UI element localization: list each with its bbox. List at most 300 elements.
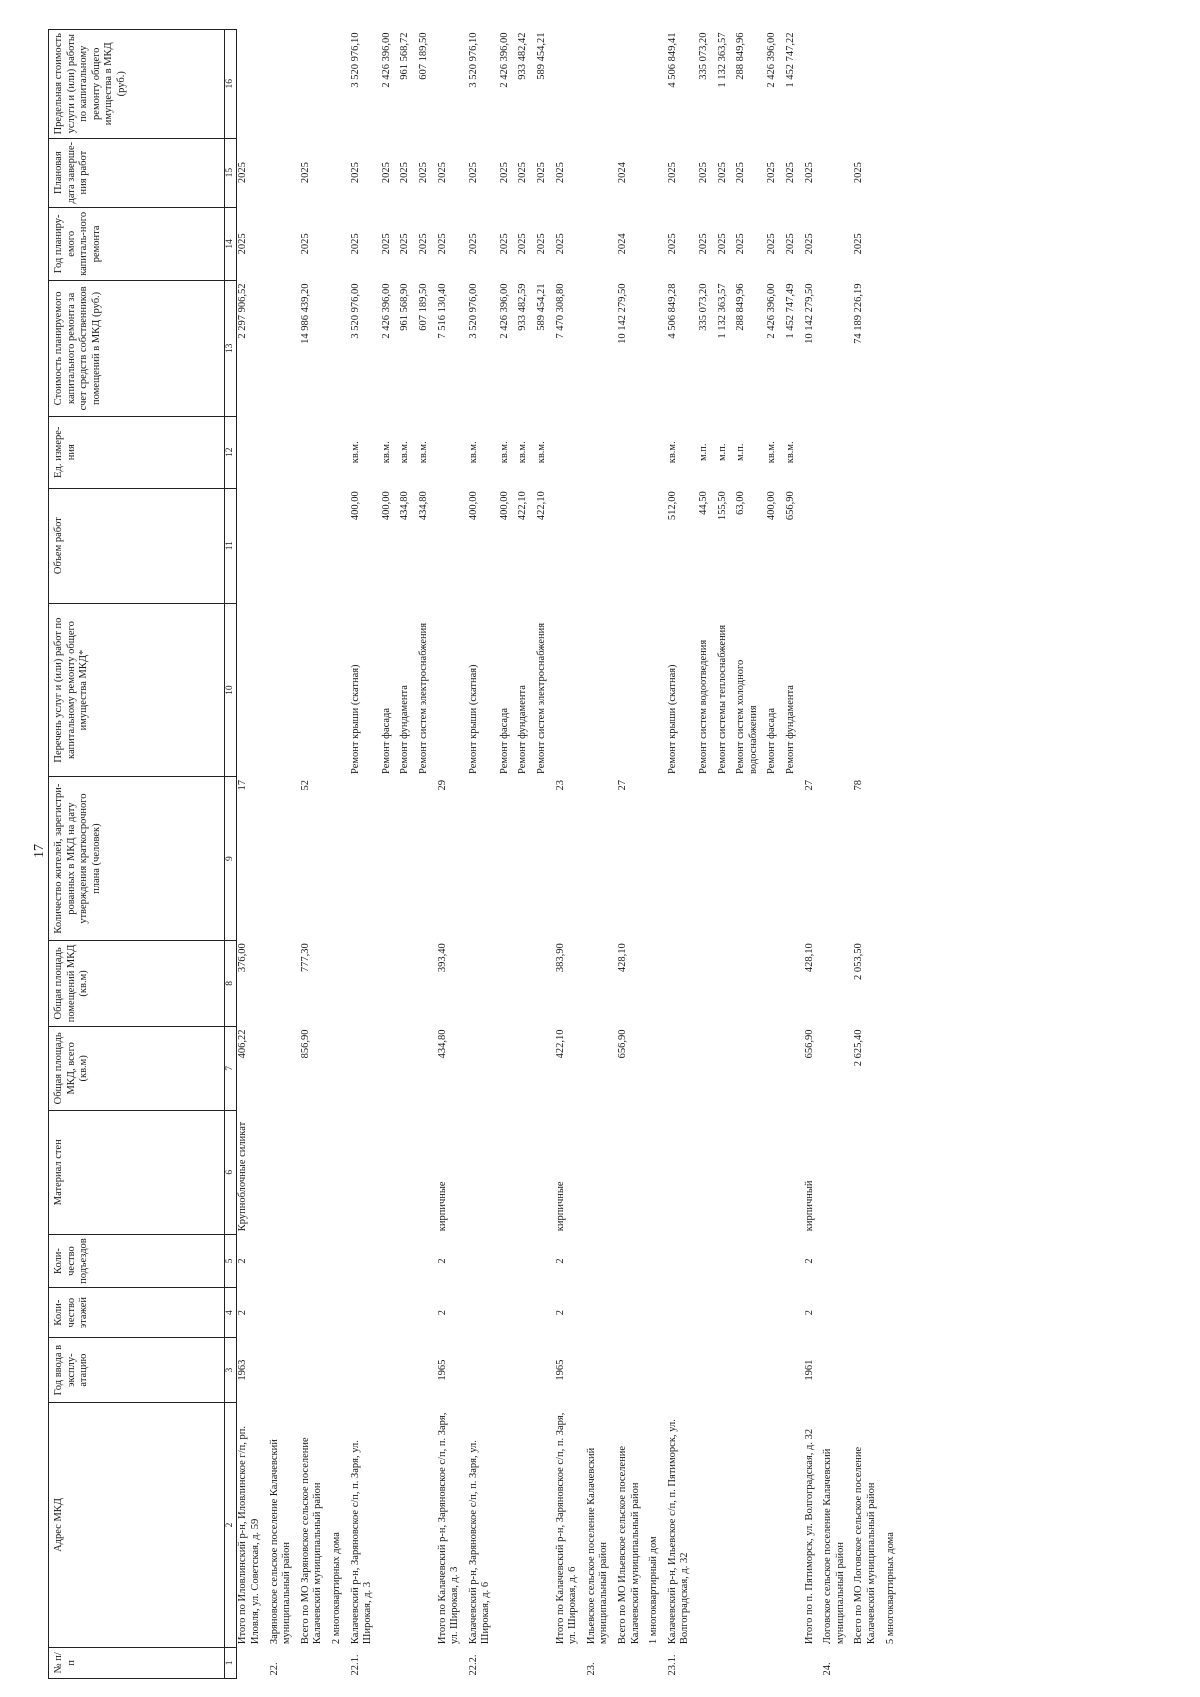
table-row — [785, 30, 804, 1679]
table-cell: 607 189,50 — [417, 283, 429, 331]
table-cell: 288 849,96 — [735, 283, 747, 331]
table-cell — [555, 30, 586, 139]
table-cell — [381, 1288, 400, 1338]
table-cell — [517, 1647, 536, 1678]
table-cell: 2025 — [237, 233, 249, 255]
table-cell — [617, 416, 648, 488]
rotated-page — [48, 29, 1200, 1679]
table-cell — [468, 1288, 499, 1338]
table-cell: 2025 — [735, 162, 747, 184]
table-cell: кирпичные — [436, 1181, 448, 1232]
table-cell — [269, 30, 300, 139]
table-cell: 17 — [237, 779, 249, 791]
table-cell: 434,80 — [399, 491, 411, 521]
table-cell: Ремонт системы теплоснабжения — [716, 624, 728, 774]
table-cell — [804, 30, 823, 139]
table-cell — [331, 138, 350, 207]
table-cell — [667, 1337, 698, 1402]
column-number: 12 — [225, 416, 237, 488]
table-cell: Ремонт крыши (скатная) — [666, 664, 678, 774]
table-cell — [399, 777, 418, 940]
table-cell — [667, 1288, 698, 1338]
table-cell — [331, 416, 350, 488]
table-row — [418, 30, 437, 1679]
table-cell: 2 — [554, 1310, 566, 1316]
table-cell — [350, 1288, 381, 1338]
column-header: Адрес МКД — [49, 1403, 225, 1647]
table-cell — [853, 1110, 884, 1234]
table-cell — [717, 1110, 736, 1234]
table-cell: кв.м. — [380, 441, 392, 464]
table-cell: 2 — [237, 1258, 249, 1264]
table-cell — [822, 603, 853, 777]
table-cell: 27 — [803, 779, 815, 791]
table-cell — [381, 1337, 400, 1402]
table-cell — [586, 1288, 617, 1338]
table-cell — [717, 1337, 736, 1402]
table-cell — [536, 1110, 555, 1234]
table-cell: 78 — [853, 779, 865, 791]
table-cell — [617, 603, 648, 777]
table-cell: 2 625,40 — [853, 1029, 865, 1067]
table-cell: 22.2. — [467, 1654, 479, 1676]
table-cell — [555, 488, 586, 603]
table-cell — [648, 1337, 667, 1402]
table-cell: кирпичный — [803, 1180, 815, 1232]
table-row — [331, 30, 350, 1679]
column-number: 3 — [225, 1337, 237, 1402]
table-cell — [536, 1337, 555, 1402]
table-cell: Логовское сельское поселение Калачевский муниципальный район — [822, 1448, 846, 1645]
table-cell: 3 520 976,00 — [467, 283, 479, 339]
table-cell — [617, 1337, 648, 1402]
table-cell: 400,00 — [349, 491, 361, 521]
table-cell — [885, 207, 904, 280]
table-cell: м.п. — [735, 443, 747, 462]
table-cell: 14 986 439,20 — [299, 283, 311, 344]
table-cell — [667, 1110, 698, 1234]
table-cell: 23 — [554, 779, 566, 791]
table-cell — [885, 488, 904, 603]
table-cell: 2025 — [853, 233, 865, 255]
table-cell — [269, 1234, 300, 1288]
table-cell — [648, 280, 667, 416]
table-cell: кв.м. — [349, 441, 361, 464]
table-cell: 589 454,21 — [536, 32, 548, 80]
table-cell — [648, 207, 667, 280]
column-header: Количество жителей, зарегистри-рованных в МКД на дату утверждения краткосрочного плана (человек) — [49, 777, 225, 940]
table-cell: 961 568,72 — [399, 32, 411, 80]
table-cell — [331, 1110, 350, 1234]
table-row — [269, 30, 300, 1679]
table-cell: 2 426 396,00 — [498, 32, 510, 88]
table-cell: 422,10 — [536, 491, 548, 521]
table-cell: 406,22 — [237, 1029, 249, 1059]
table-cell — [269, 1288, 300, 1338]
table-row — [437, 30, 468, 1679]
column-header: № п/п — [49, 1647, 225, 1678]
table-cell: Крупноблочные силикат — [237, 1121, 249, 1232]
table-cell: Калачевский р-н, Ильевское с/п, п. Пятиморск, ул. Волгоградская, д. 32 — [666, 1419, 691, 1645]
table-cell: Итого по Калачевский р-н, Заряновское с/п, п. Заря, ул. Широкая, д. 3 — [436, 1412, 461, 1645]
table-cell: 2025 — [467, 233, 479, 255]
table-cell: Всего по МО Логовское сельское поселение Калачевский муниципальный район — [853, 1446, 877, 1645]
table-cell: 2025 — [436, 162, 448, 184]
table-cell — [822, 1234, 853, 1288]
table-cell — [735, 1288, 766, 1338]
table-cell: кв.м. — [498, 441, 510, 464]
table-cell — [785, 1110, 804, 1234]
table-cell — [269, 603, 300, 777]
table-cell: кирпичные — [554, 1181, 566, 1232]
table-cell: 2025 — [349, 233, 361, 255]
table-cell: 2025 — [436, 233, 448, 255]
table-cell — [698, 1403, 717, 1647]
column-header: Коли-чество этажей — [49, 1288, 225, 1338]
table-cell — [586, 1110, 617, 1234]
table-cell: 656,90 — [617, 1029, 629, 1059]
table-cell — [698, 1288, 717, 1338]
table-cell: 7 516 130,40 — [436, 283, 448, 339]
table-cell — [853, 1288, 884, 1338]
table-cell: 400,00 — [467, 491, 479, 521]
table-cell — [698, 1647, 717, 1678]
table-cell — [399, 940, 418, 1026]
table-cell: 2025 — [299, 233, 311, 255]
table-cell — [499, 777, 518, 940]
table-cell: 22. — [268, 1662, 280, 1676]
table-cell — [885, 1288, 904, 1338]
table-cell — [885, 777, 904, 940]
table-cell: 10 142 279,50 — [617, 283, 629, 344]
table-cell — [885, 1110, 904, 1234]
table-cell — [766, 1403, 785, 1647]
table-cell: Ремонт систем холодного водоснабжения — [735, 659, 759, 774]
table-cell: 400,00 — [380, 491, 392, 521]
table-cell: 1 132 363,57 — [716, 32, 728, 88]
table-cell — [499, 1234, 518, 1288]
table-cell — [399, 1027, 418, 1111]
table-cell — [785, 1647, 804, 1678]
column-number: 14 — [225, 207, 237, 280]
table-cell — [804, 488, 823, 603]
table-cell: 2025 — [380, 233, 392, 255]
column-header: Коли-чество подъездов — [49, 1234, 225, 1288]
table-cell: 2 — [803, 1310, 815, 1316]
table-cell — [350, 777, 381, 940]
table-cell — [350, 1027, 381, 1111]
table-cell — [735, 1337, 766, 1402]
table-cell — [437, 416, 468, 488]
table-cell — [381, 1647, 400, 1678]
table-cell — [735, 940, 766, 1026]
table-cell: 23.1. — [666, 1654, 678, 1676]
column-number: 7 — [225, 1027, 237, 1111]
table-cell: кв.м. — [417, 441, 429, 464]
table-cell — [822, 1288, 853, 1338]
table-cell: Ремонт систем электроснабжения — [417, 622, 429, 774]
column-header: Объем работ — [49, 488, 225, 603]
table-cell — [517, 940, 536, 1026]
table-cell — [766, 1288, 785, 1338]
table-cell: 933 482,59 — [517, 283, 529, 331]
table-cell: Ремонт систем электроснабжения — [536, 622, 548, 774]
column-number: 13 — [225, 280, 237, 416]
table-cell — [331, 280, 350, 416]
table-cell: 22.1. — [349, 1654, 361, 1676]
table-cell — [822, 1110, 853, 1234]
table-cell: 2025 — [784, 233, 796, 255]
table-cell — [300, 30, 331, 139]
table-cell — [468, 940, 499, 1026]
table-cell: Итого по п. Пятиморск, ул. Волгоградская, д. 32 — [803, 1428, 815, 1645]
table-cell: 2 — [436, 1310, 448, 1316]
table-cell: Итого по Калачевский р-н, Заряновское с/п, п. Заря, ул. Широкая, д. 6 — [554, 1412, 579, 1645]
table-cell — [555, 603, 586, 777]
table-cell — [331, 1234, 350, 1288]
table-cell — [237, 603, 269, 777]
table-cell — [885, 1337, 904, 1402]
table-cell: 2025 — [766, 162, 778, 184]
table-cell: 335 073,20 — [698, 283, 710, 331]
table-cell — [885, 138, 904, 207]
table-row — [822, 30, 853, 1679]
table-cell: 2025 — [349, 162, 361, 184]
table-cell — [418, 1337, 437, 1402]
table-row — [237, 30, 269, 1679]
table-cell — [350, 1234, 381, 1288]
table-cell: м.п. — [716, 443, 728, 462]
table-cell — [269, 1027, 300, 1111]
table-cell — [648, 603, 667, 777]
table-cell: 400,00 — [766, 491, 778, 521]
table-cell: 10 142 279,50 — [803, 283, 815, 344]
table-cell: 393,40 — [436, 943, 448, 973]
table-cell — [735, 1403, 766, 1647]
table-cell — [499, 1337, 518, 1402]
table-cell — [617, 488, 648, 603]
table-cell — [617, 1647, 648, 1678]
table-cell: 2025 — [666, 162, 678, 184]
table-cell — [381, 940, 400, 1026]
table-cell — [269, 138, 300, 207]
table-cell — [536, 940, 555, 1026]
table-cell — [617, 30, 648, 139]
table-cell — [418, 1110, 437, 1234]
table-cell: 2025 — [237, 162, 249, 184]
table-cell — [418, 940, 437, 1026]
table-cell: 1 многоквартирный дом — [648, 1536, 660, 1645]
table-cell — [586, 416, 617, 488]
table-cell — [885, 416, 904, 488]
table-cell: 2025 — [766, 233, 778, 255]
table-cell: 2025 — [716, 233, 728, 255]
table-cell — [804, 603, 823, 777]
column-number: 5 — [225, 1234, 237, 1288]
table-cell: 2 — [554, 1258, 566, 1264]
table-cell — [350, 1110, 381, 1234]
table-cell: 2 многоквартирных дома — [330, 1532, 342, 1645]
table-cell: 656,90 — [784, 491, 796, 521]
table-cell: Ремонт фасада — [766, 707, 778, 774]
table-cell: 24. — [822, 1662, 834, 1676]
table-cell: 2025 — [666, 233, 678, 255]
table-cell: 589 454,21 — [536, 283, 548, 331]
column-number-row — [225, 30, 237, 1679]
table-cell — [717, 777, 736, 940]
table-cell — [885, 1647, 904, 1678]
table-cell: кв.м. — [784, 441, 796, 464]
table-cell: 2025 — [698, 162, 710, 184]
table-cell — [822, 1027, 853, 1111]
table-cell — [381, 1234, 400, 1288]
table-cell — [399, 1110, 418, 1234]
table-cell: кв.м. — [399, 441, 411, 464]
column-header: Ед. измере-ния — [49, 416, 225, 488]
table-cell — [766, 940, 785, 1026]
table-cell: 2025 — [536, 233, 548, 255]
table-cell — [766, 1110, 785, 1234]
table-cell — [822, 30, 853, 139]
table-row — [381, 30, 400, 1679]
table-row — [468, 30, 499, 1679]
table-cell: 2025 — [716, 162, 728, 184]
column-number: 2 — [225, 1403, 237, 1647]
table-row — [499, 30, 518, 1679]
table-cell — [885, 603, 904, 777]
table-cell — [536, 1403, 555, 1647]
table-cell — [237, 1647, 269, 1678]
table-cell — [331, 1027, 350, 1111]
table-cell — [586, 777, 617, 940]
table-cell — [885, 940, 904, 1026]
table-cell — [785, 1337, 804, 1402]
table-cell: 2025 — [554, 233, 566, 255]
table-cell — [698, 940, 717, 1026]
table-cell — [698, 777, 717, 940]
table-row — [517, 30, 536, 1679]
table-cell — [418, 1403, 437, 1647]
table-cell — [517, 1288, 536, 1338]
table-cell: 961 568,90 — [399, 283, 411, 331]
table-cell: 2 426 396,00 — [766, 32, 778, 88]
column-header: Материал стен — [49, 1110, 225, 1234]
column-header: Год планиру-емого капиталь-ного ремонта — [49, 207, 225, 280]
table-cell: Калачевский р-н, Заряновское с/п, п. Заря, ул. Широкая, д. 3 — [349, 1440, 374, 1645]
table-cell — [885, 280, 904, 416]
table-cell: 933 482,42 — [517, 32, 529, 80]
table-cell — [617, 1110, 648, 1234]
column-number: 6 — [225, 1110, 237, 1234]
table-cell: 155,50 — [716, 491, 728, 521]
column-header: Год ввода в эксплу-атацию — [49, 1337, 225, 1402]
table-row — [300, 30, 331, 1679]
table-cell: 856,90 — [299, 1029, 311, 1059]
table-cell: Всего по МО Ильевское сельское поселение Калачевский муниципальный район — [617, 1445, 641, 1645]
table-cell — [822, 777, 853, 940]
table-cell — [648, 777, 667, 940]
table-cell: 400,00 — [498, 491, 510, 521]
table-row — [735, 30, 766, 1679]
column-header: Общая площадь помещений МКД (кв.м) — [49, 940, 225, 1026]
table-cell — [667, 777, 698, 940]
table-cell: 3 520 976,10 — [349, 32, 361, 88]
table-cell — [499, 1027, 518, 1111]
table-cell — [269, 940, 300, 1026]
table-cell — [237, 30, 269, 139]
table-cell — [698, 1110, 717, 1234]
table-cell — [617, 1234, 648, 1288]
table-cell — [536, 1647, 555, 1678]
table-cell — [468, 777, 499, 940]
column-header: Плановая дата заверше-ния работ — [49, 138, 225, 207]
table-cell — [499, 1403, 518, 1647]
table-cell — [418, 1288, 437, 1338]
table-cell: 2025 — [803, 162, 815, 184]
table-cell — [517, 1027, 536, 1111]
table-cell — [331, 777, 350, 940]
table-cell — [418, 1234, 437, 1288]
page-number: 17 — [32, 844, 47, 858]
table-row — [667, 30, 698, 1679]
column-number: 4 — [225, 1288, 237, 1338]
table-cell — [822, 940, 853, 1026]
table-cell — [468, 1027, 499, 1111]
table-cell: 428,10 — [617, 943, 629, 973]
table-cell — [766, 1027, 785, 1111]
header-row — [49, 30, 225, 1679]
table-cell — [804, 416, 823, 488]
table-cell — [536, 1234, 555, 1288]
table-cell — [648, 1647, 667, 1678]
table-cell: 2025 — [853, 162, 865, 184]
table-cell — [331, 488, 350, 603]
column-number: 11 — [225, 488, 237, 603]
table-cell — [853, 30, 884, 139]
table-cell: 376,00 — [237, 943, 249, 973]
table-cell — [822, 488, 853, 603]
table-row — [885, 30, 904, 1679]
table-cell — [648, 138, 667, 207]
table-cell — [399, 1234, 418, 1288]
table-cell — [667, 1234, 698, 1288]
table-cell: 2025 — [517, 162, 529, 184]
table-cell — [499, 940, 518, 1026]
table-cell — [717, 1647, 736, 1678]
table-cell — [735, 1110, 766, 1234]
table-cell — [300, 1337, 331, 1402]
table-cell — [735, 1234, 766, 1288]
column-header: Общая площадь МКД, всего (кв.м) — [49, 1027, 225, 1111]
table-cell — [331, 1288, 350, 1338]
table-cell: 23. — [585, 1662, 597, 1676]
table-cell — [735, 1647, 766, 1678]
table-cell: 3 520 976,10 — [467, 32, 479, 88]
table-cell — [785, 1027, 804, 1111]
table-cell — [381, 1027, 400, 1111]
table-row — [698, 30, 717, 1679]
table-cell — [517, 1234, 536, 1288]
table-cell: 1965 — [436, 1359, 448, 1381]
table-cell: 2025 — [467, 162, 479, 184]
table-cell — [300, 603, 331, 777]
table-cell — [785, 777, 804, 940]
table-cell — [269, 280, 300, 416]
table-cell — [269, 416, 300, 488]
table-cell: 434,80 — [417, 491, 429, 521]
table-cell — [468, 1110, 499, 1234]
table-cell: 44,50 — [698, 491, 710, 515]
